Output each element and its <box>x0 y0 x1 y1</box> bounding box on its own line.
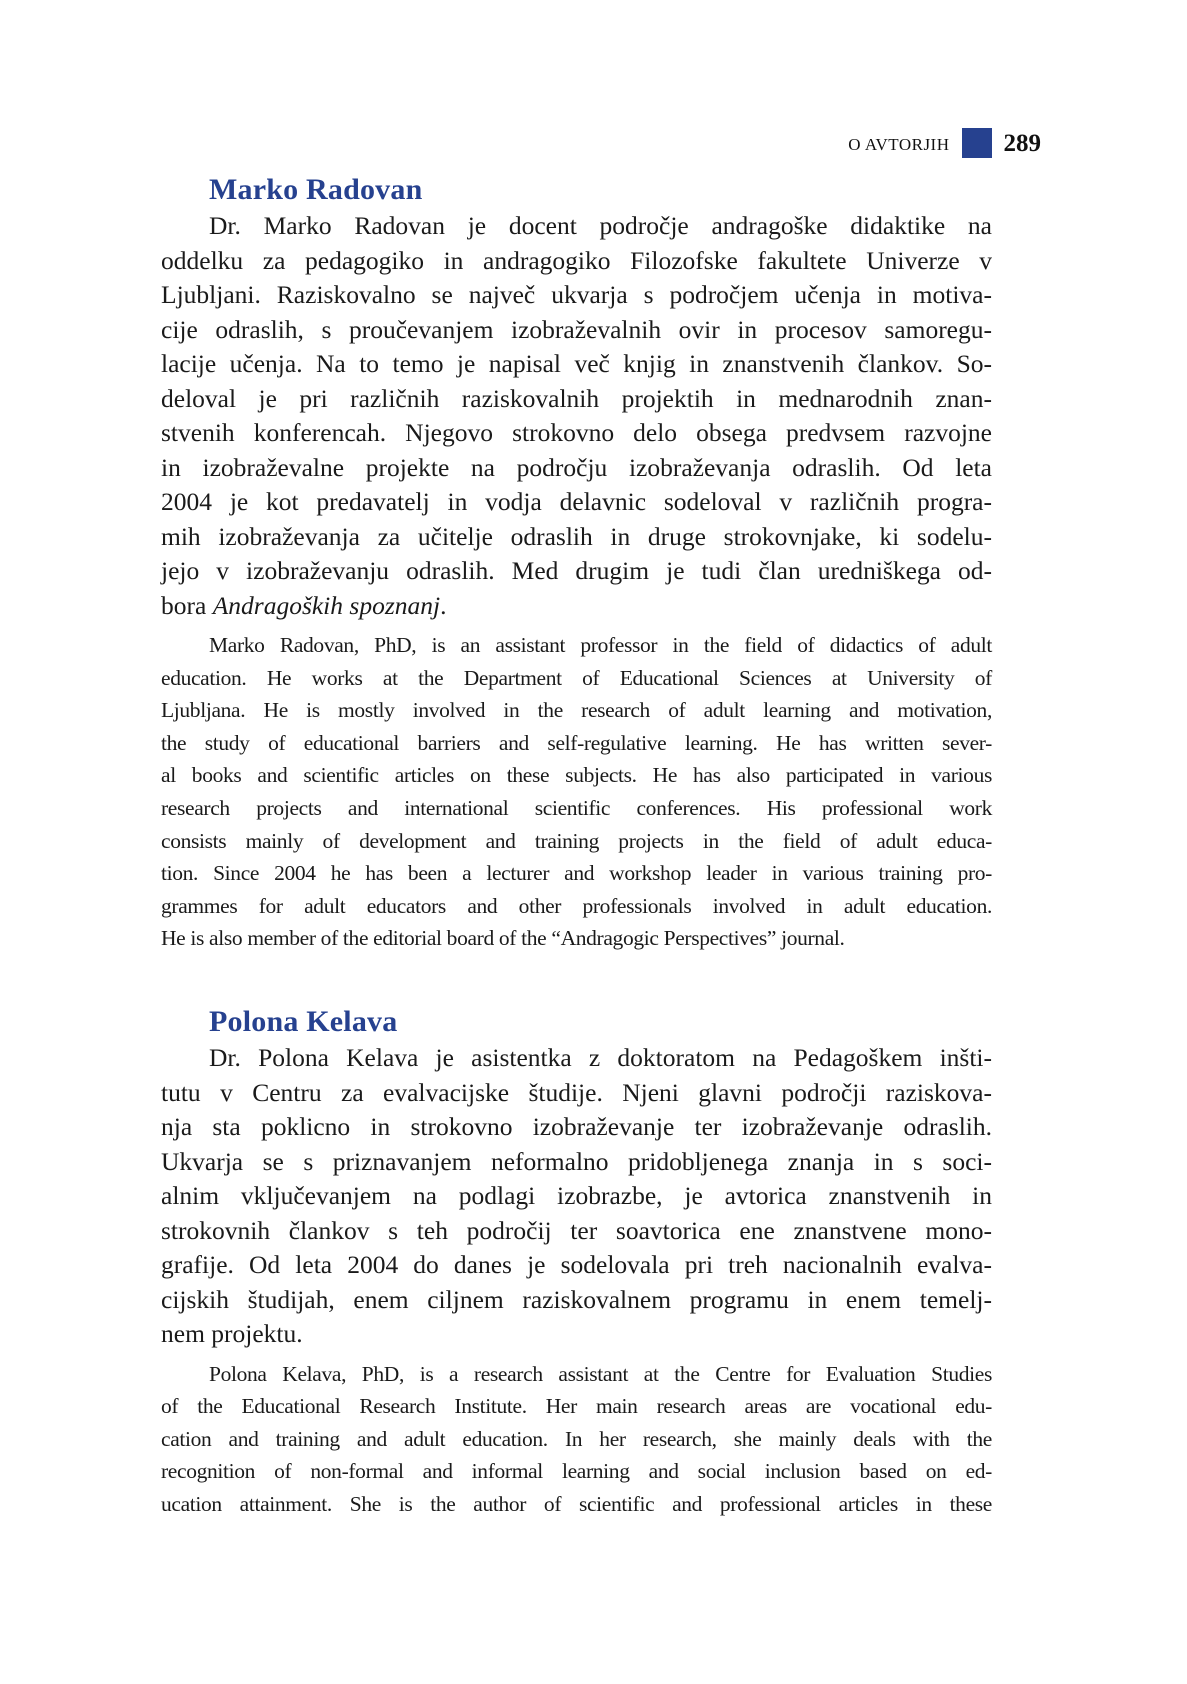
bio-line: in izobraževalne projekte na področju izobraževanja odraslih. Od leta <box>161 452 992 482</box>
bio-line: Polona Kelava, PhD, is a research assistant at the Centre for Evaluation Studies <box>209 1361 992 1386</box>
bio-line: cation and training and adult education. In her research, she mainly deals with the <box>161 1426 992 1451</box>
bio-line: jejo v izobraževanju odraslih. Med drugim je tudi član uredniškega od- <box>161 556 992 585</box>
bio-line: lacije učenja. Na to temo je napisal več knjig in znanstvenih člankov. So- <box>161 349 992 378</box>
bio-line: Ljubljani. Raziskovalno se največ ukvarja s področjem učenja in motiva- <box>161 280 992 309</box>
accent-square-icon <box>962 128 992 158</box>
bio-line: consists mainly of development and training projects in the field of adult educa- <box>161 828 992 853</box>
bio-line: alnim vključevanjem na podlagi izobrazbe, je avtorica znanstvenih in <box>161 1181 992 1210</box>
bio-line: al books and scientific articles on these subjects. He has also participated in various <box>161 763 992 788</box>
author-name: Polona Kelava <box>209 1005 398 1038</box>
bio-line: deloval je pri različnih raziskovalnih projektih in mednarodnih znan- <box>161 383 992 413</box>
bio-line: stvenih konferencah. Njegovo strokovno delo obsega predvsem razvojne <box>161 418 992 447</box>
slovene-bio <box>161 1041 992 1352</box>
bio-line: recognition of non-formal and informal learning and social inclusion based on ed- <box>161 1459 992 1484</box>
bio-line: nem projektu. <box>161 1319 303 1348</box>
running-header <box>0 128 1041 158</box>
bio-line: nja sta poklicno in strokovno izobraževanje ter izobraževanje odraslih. <box>161 1112 992 1141</box>
bio-line: the study of educational barriers and self-regulative learning. He has written sever- <box>161 730 992 755</box>
author-entry-marko-radovan <box>161 171 992 955</box>
author-entry-polona-kelava <box>161 1003 992 1520</box>
page-number: 289 <box>1003 130 1041 157</box>
bio-line: mih izobraževanja za učitelje odraslih in druge strokovnjake, ki sodelu- <box>161 521 992 551</box>
bio-line: grammes for adult educators and other professionals involved in adult education. <box>161 893 992 918</box>
bio-line: tion. Since 2004 he has been a lecturer and workshop leader in various training pro- <box>161 861 992 886</box>
bio-line: Ljubljana. He is mostly involved in the research of adult learning and motivation, <box>161 698 992 723</box>
bio-line: ucation attainment. She is the author of scientific and professional articles in these <box>161 1491 992 1516</box>
section-label: O AVTORJIH <box>848 135 950 154</box>
bio-line: grafije. Od leta 2004 do danes je sodelovala pri treh nacionalnih evalva- <box>161 1250 992 1279</box>
bio-text: bora <box>161 590 213 620</box>
bio-line: cijskih študijah, enem ciljnem raziskovalnem programu in enem temelj- <box>161 1284 992 1314</box>
bio-line: Ukvarja se s priznavanjem neformalno pridobljenega znanja in s soci- <box>161 1146 992 1176</box>
slovene-bio <box>161 209 992 623</box>
bio-line: of the Educational Research Institute. Her main research areas are vocational edu- <box>161 1394 992 1419</box>
bio-line: tutu v Centru za evalvacijske študije. Njeni glavni področji raziskova- <box>161 1077 992 1107</box>
english-bio <box>161 629 992 955</box>
bio-line: education. He works at the Department of Educational Sciences at University of <box>161 665 992 690</box>
bio-line: research projects and international scientific conferences. His professional work <box>161 795 992 820</box>
bio-text: . <box>440 590 447 620</box>
bio-line: He is also member of the editorial board of the “Andragogic Perspectives” journal. <box>161 926 845 951</box>
journal-title: Andragoških spoznanj <box>212 590 441 620</box>
bio-line: strokovnih člankov s teh področij ter soavtorica ene znanstvene mono- <box>161 1215 992 1245</box>
bio-line: Dr. Polona Kelava je asistentka z doktoratom na Pedagoškem inšti- <box>209 1043 992 1072</box>
bio-line: Marko Radovan, PhD, is an assistant professor in the field of didactics of adult <box>209 633 992 657</box>
bio-line-last <box>161 589 992 624</box>
english-bio <box>161 1358 992 1521</box>
bio-line: oddelku za pedagogiko in andragogiko Filozofske fakultete Univerze v <box>161 245 992 275</box>
bio-line: Dr. Marko Radovan je docent področje andragoške didaktike na <box>209 211 992 240</box>
bio-line: 2004 je kot predavatelj in vodja delavnic sodeloval v različnih progra- <box>161 487 992 516</box>
author-name: Marko Radovan <box>209 173 423 206</box>
bio-line: cije odraslih, s proučevanjem izobraževalnih ovir in procesov samoregu- <box>161 314 992 344</box>
